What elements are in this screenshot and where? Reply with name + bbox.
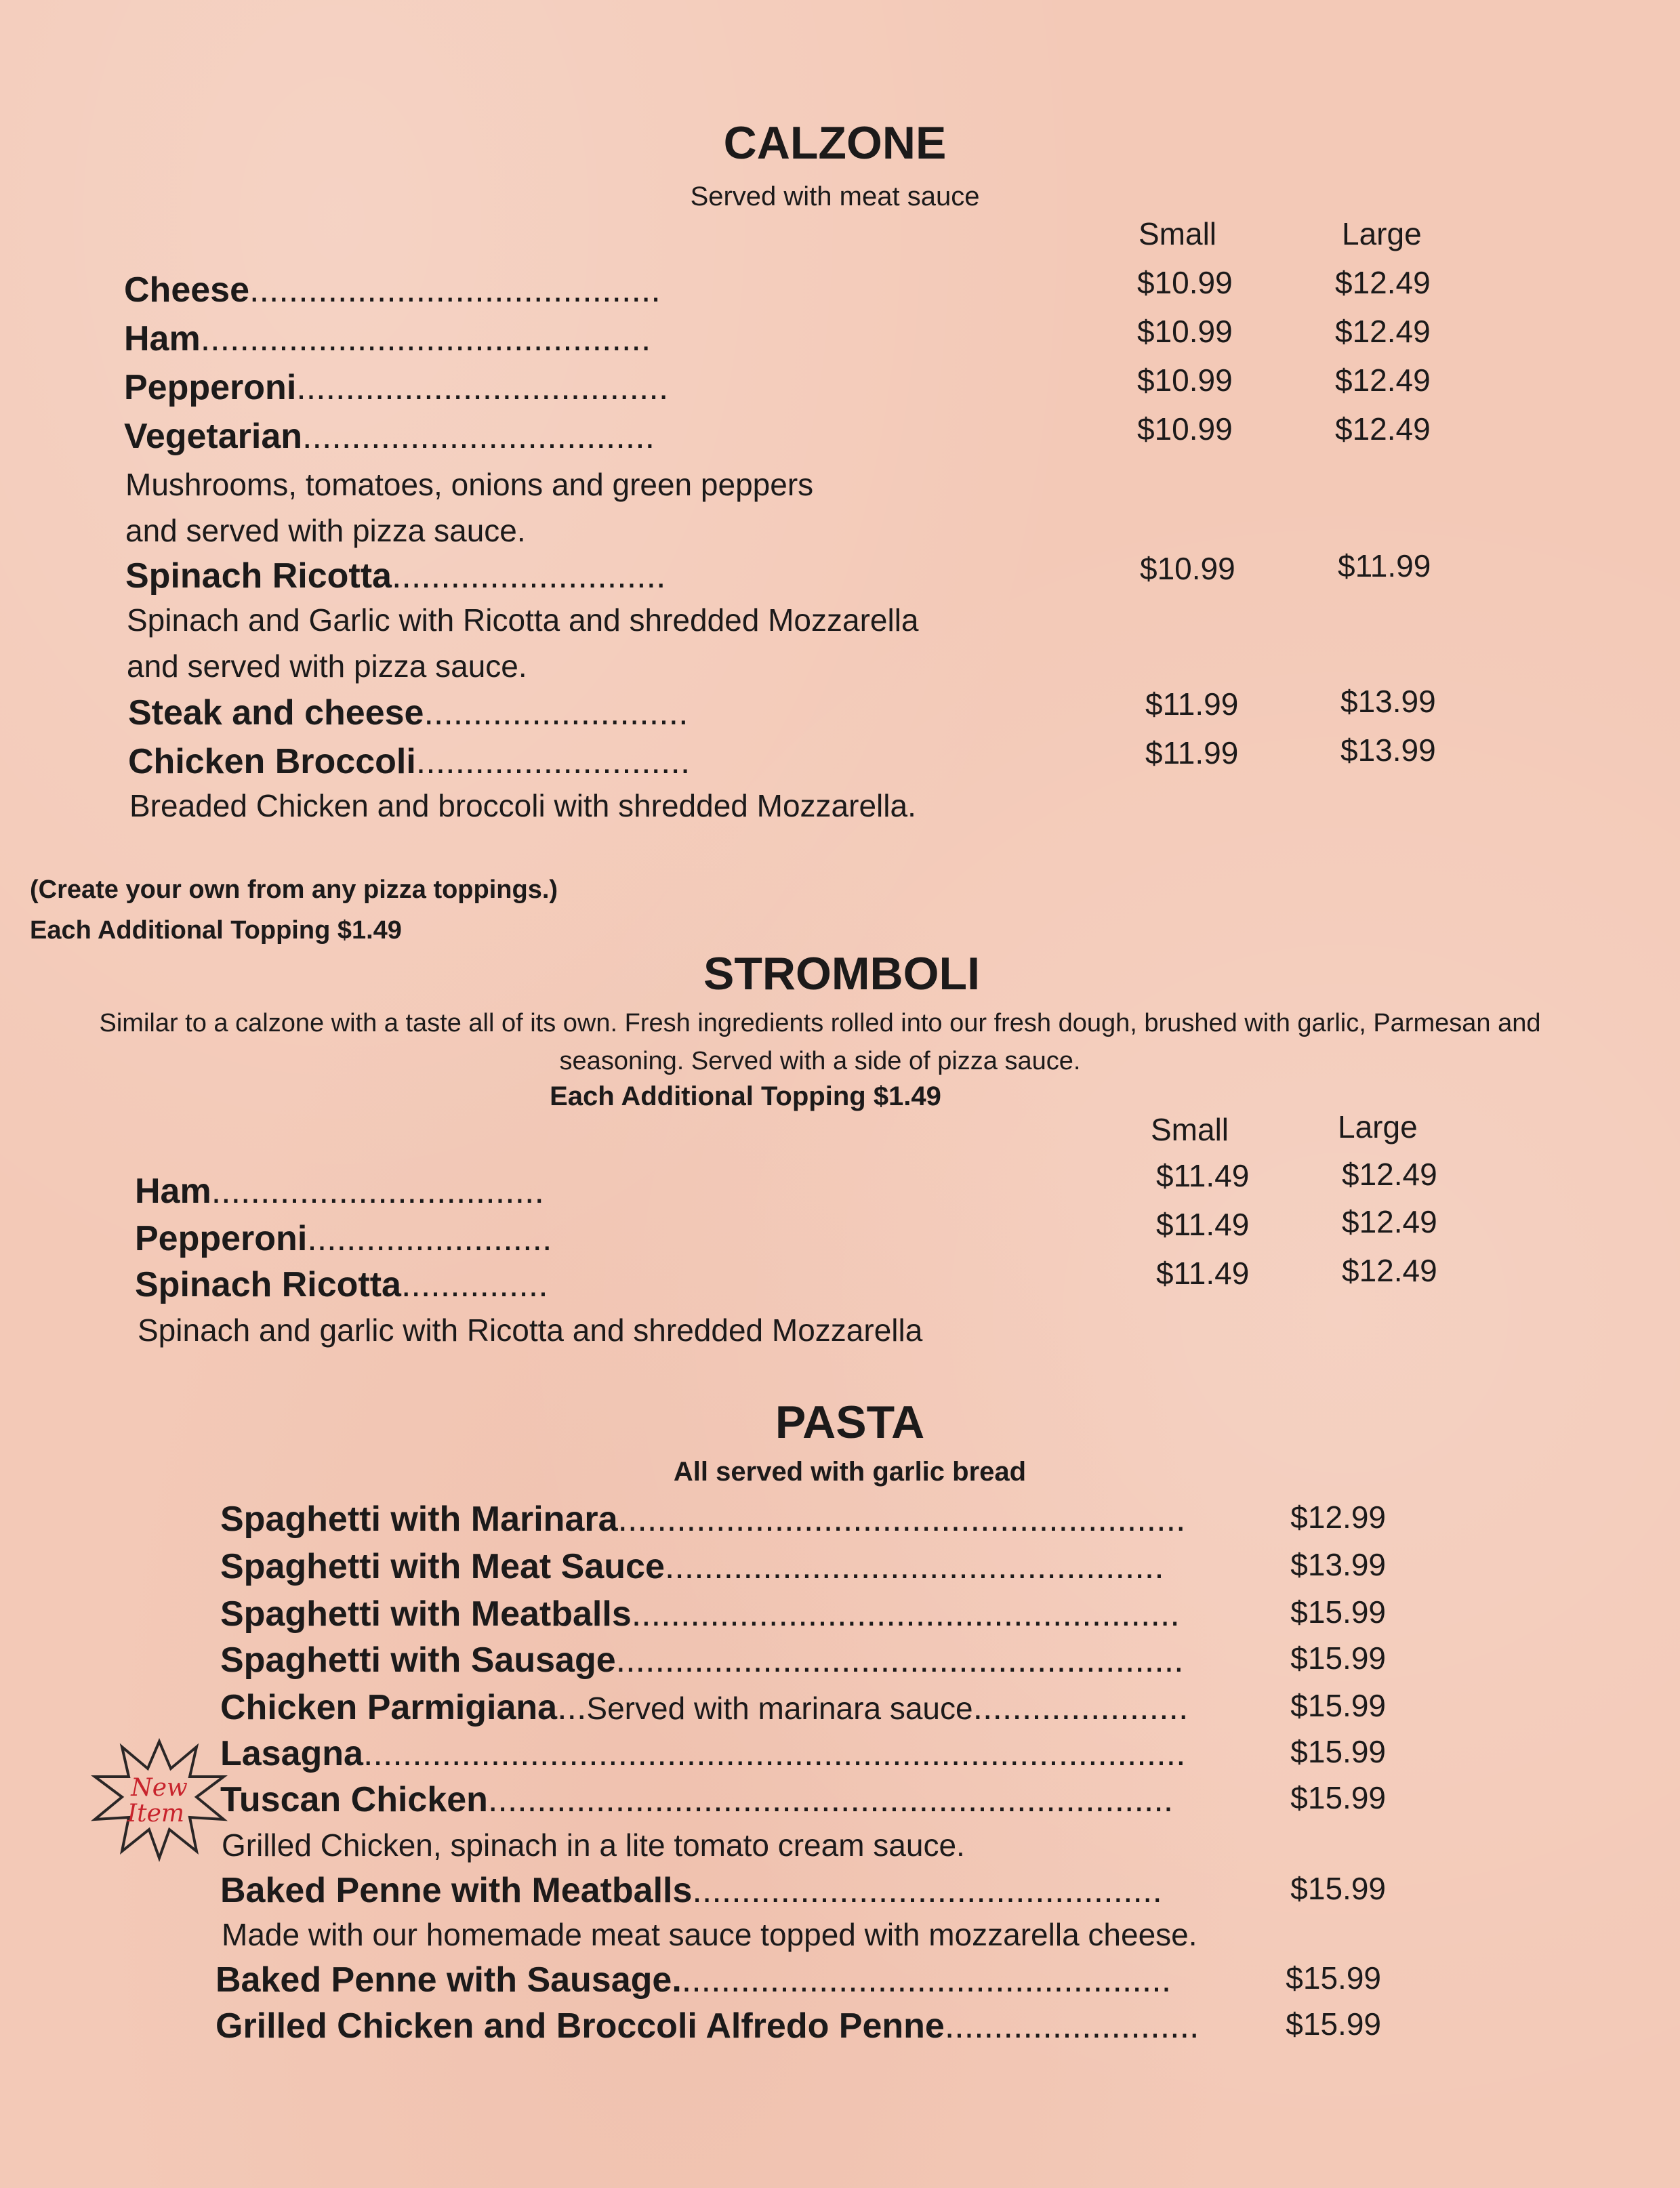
stromboli-description: Similar to a calzone with a taste all of its own. Fresh ingredients rolled into our fresh dough, brushed with garlic, Parmesan and: [99, 1009, 1541, 1037]
badge-text-item: Item: [127, 1800, 185, 1828]
small-price: $11.49: [1156, 1158, 1250, 1193]
small-price: $10.99: [1137, 363, 1233, 398]
price: $15.99: [1290, 1871, 1386, 1906]
pasta-item: Chicken Parmigiana...Served with marinara sauce...................... $15.99: [220, 1688, 1386, 1727]
menu-item-name: Pepperoni......................................: [124, 368, 669, 407]
pasta-item: Spaghetti with Sausage.......................................................... $15.99: [220, 1640, 1386, 1680]
small-price: $11.99: [1145, 735, 1239, 770]
menu-item-name: Chicken Broccoli............................: [128, 742, 691, 781]
large-price: $13.99: [1340, 732, 1436, 768]
price: $15.99: [1290, 1688, 1386, 1723]
item-description: and served with pizza sauce.: [127, 648, 527, 684]
large-price: $12.49: [1335, 265, 1431, 300]
large-price: $13.99: [1340, 684, 1436, 719]
pasta-subtitle: All served with garlic bread: [673, 1457, 1027, 1487]
additional-topping-note: Each Additional Topping $1.49: [30, 916, 402, 945]
new-item-badge: [88, 1735, 230, 1863]
pasta-title: PASTA: [775, 1397, 925, 1448]
pasta-item: Grilled Chicken and Broccoli Alfredo Penne.......................... $15.99: [216, 2006, 1381, 2046]
price: $15.99: [1290, 1734, 1386, 1769]
pasta-item: Baked Penne with Meatballs................................................ $15.99: [220, 1871, 1386, 1910]
large-price: $12.49: [1342, 1253, 1437, 1288]
pasta-item: Spaghetti with Marinara.......................................................... $12.99: [220, 1500, 1386, 1539]
large-price: $11.99: [1338, 548, 1431, 583]
large-price: $12.49: [1335, 411, 1431, 447]
calzone-small-header: Small: [1139, 216, 1217, 251]
price: $15.99: [1290, 1780, 1386, 1815]
small-price: $10.99: [1137, 314, 1233, 349]
pasta-item: Spaghetti with Meat Sauce................................................... $13.99: [220, 1547, 1386, 1586]
pasta-item: Lasagna.................................................................................... $15.99: [220, 1734, 1386, 1773]
menu-item-name: Spinach Ricotta............................: [125, 556, 666, 596]
small-price: $11.49: [1156, 1207, 1250, 1242]
small-price: $11.49: [1156, 1256, 1250, 1291]
item-description: and served with pizza sauce.: [125, 513, 526, 548]
price: $15.99: [1286, 2006, 1381, 2042]
price: $12.99: [1290, 1500, 1386, 1535]
calzone-subtitle: Served with meat sauce: [690, 182, 980, 211]
item-description: Made with our homemade meat sauce topped with mozzarella cheese.: [222, 1917, 1197, 1952]
menu-item-name: Ham..............................................: [124, 319, 651, 358]
create-your-own-note: (Create your own from any pizza toppings.): [30, 875, 558, 904]
item-description: Spinach and Garlic with Ricotta and shredded Mozzarella: [127, 602, 919, 638]
pasta-item: Tuscan Chicken...................................................................... $15.99: [220, 1780, 1386, 1819]
badge-text-new: New: [131, 1774, 188, 1802]
price: $15.99: [1290, 1594, 1386, 1630]
calzone-large-header: Large: [1342, 216, 1422, 251]
large-price: $12.49: [1335, 314, 1431, 349]
small-price: $11.99: [1145, 686, 1239, 722]
price: $15.99: [1286, 1960, 1381, 1996]
menu-item-name: Ham..................................: [135, 1172, 544, 1211]
menu-item-name: Cheese..........................................: [124, 270, 661, 310]
item-description: Breaded Chicken and broccoli with shredded Mozzarella.: [129, 788, 916, 823]
pasta-item: Baked Penne with Sausage................................................... $15.99: [216, 1960, 1381, 2000]
item-description: Mushrooms, tomatoes, onions and green peppers: [125, 467, 814, 502]
large-price: $12.49: [1342, 1157, 1437, 1192]
large-price: $12.49: [1342, 1204, 1437, 1239]
stromboli-title: STROMBOLI: [703, 948, 980, 999]
menu-item-name: Pepperoni.........................: [135, 1219, 552, 1258]
stromboli-description: seasoning. Served with a side of pizza sauce.: [559, 1047, 1081, 1075]
menu-item-name: Vegetarian....................................: [124, 417, 655, 456]
stromboli-small-header: Small: [1151, 1112, 1229, 1147]
item-description: Spinach and garlic with Ricotta and shredded Mozzarella: [138, 1313, 923, 1348]
price: $15.99: [1290, 1640, 1386, 1676]
stromboli-topping-note: Each Additional Topping $1.49: [550, 1081, 941, 1111]
price: $13.99: [1290, 1547, 1386, 1582]
stromboli-large-header: Large: [1338, 1109, 1418, 1144]
small-price: $10.99: [1140, 551, 1235, 586]
pasta-item: Spaghetti with Meatballs........................................................ $15.99: [220, 1594, 1386, 1634]
calzone-title: CALZONE: [723, 117, 947, 169]
large-price: $12.49: [1335, 363, 1431, 398]
small-price: $10.99: [1137, 411, 1233, 447]
small-price: $10.99: [1137, 265, 1233, 300]
item-description: Grilled Chicken, spinach in a lite tomato cream sauce.: [222, 1828, 965, 1863]
menu-item-name: Spinach Ricotta...............: [135, 1265, 548, 1304]
menu-item-name: Steak and cheese...........................: [128, 693, 689, 732]
